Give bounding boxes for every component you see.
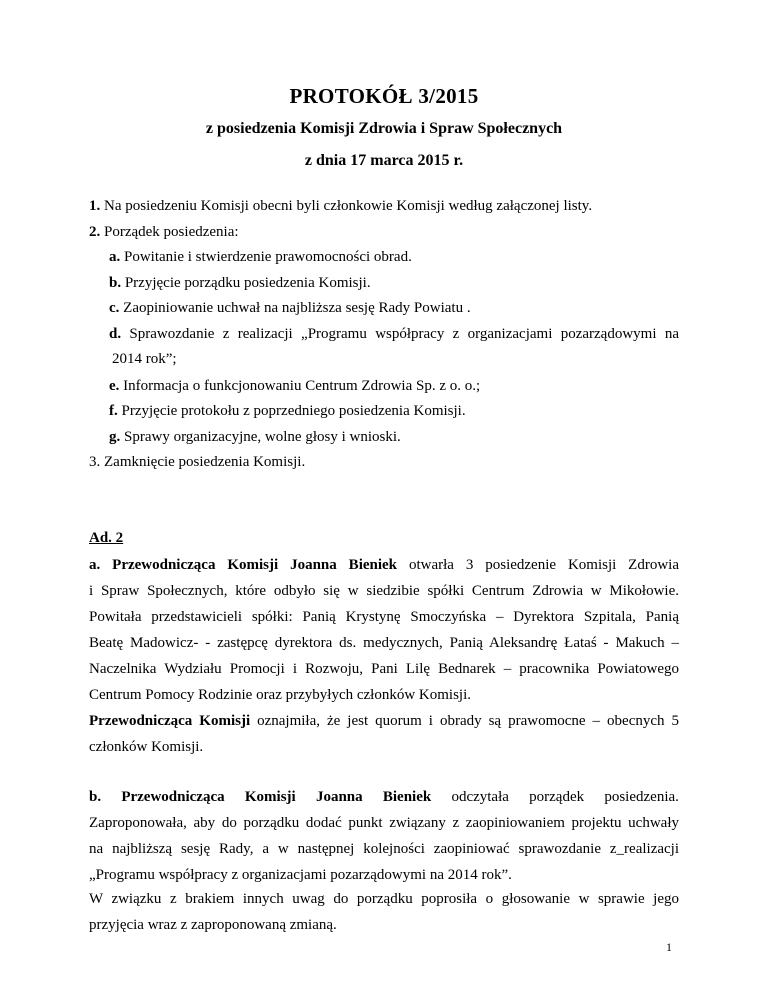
agenda-point-letter: c. [109, 300, 120, 316]
agenda-point-d-continued [112, 350, 177, 368]
agenda-point-letter: e. [109, 378, 120, 394]
paragraph-a-line-3: Powitała przedstawicieli spółki: Panią Krystynę Smoczyńska – Dyrektora Szpitala, Panią [89, 609, 679, 625]
paragraph-b-letter: b. [89, 789, 102, 805]
quorum-line-1 [89, 712, 679, 730]
paragraph-a-line-1 [89, 556, 679, 574]
section-heading: Ad. 2 [89, 530, 124, 546]
paragraph-b-line-6: przyjęcia wraz z zaproponowaną zmianą. [89, 917, 337, 933]
agenda-point-text: Zaopiniowanie uchwał na najbliższa sesję Rady Powiatu . [119, 300, 471, 316]
agenda-point-text: Przyjęcie porządku posiedzenia Komisji. [121, 275, 371, 291]
paragraph-a-letter: a. [89, 557, 101, 573]
agenda-point-text: Informacja o funkcjonowaniu Centrum Zdrowia Sp. z o. o.; [119, 378, 481, 394]
paragraph-a-line-5: Naczelnika Wydziału Promocji i Rozwoju, Pani Lilę Bednarek – pracownika Powiatowego [89, 661, 679, 677]
paragraph-b-word: Komisji [244, 789, 296, 805]
agenda-item-1-text: Na posiedzeniu Komisji obecni byli członkowie Komisji według załączonej listy. [100, 198, 593, 214]
agenda-point-letter: f. [109, 403, 118, 419]
agenda-point-letter: g. [109, 429, 121, 445]
document-date: z dnia 17 marca 2015 r. [304, 152, 464, 169]
paragraph-a-text: otwarła 3 posiedzenie Komisji Zdrowia [397, 557, 679, 573]
agenda-item-2-text: Porządek posiedzenia: [100, 224, 239, 240]
agenda-point-letter: b. [109, 275, 122, 291]
paragraph-b-line-1 [89, 788, 679, 806]
agenda-point-d [109, 325, 679, 343]
agenda-item-2-number: 2. [89, 224, 101, 240]
agenda-point-text: Powitanie i stwierdzenie prawomocności obrad. [120, 249, 412, 265]
paragraph-a-line-4: Beatę Madowicz- - zastępcę dyrektora ds. medycznych, Panią Aleksandrę Łataś - Makuch – [89, 635, 679, 651]
paragraph-b-line-3: na najbliższą sesję Rady, a w następnej kolejności zaopiniować sprawozdanie z_realizacji [89, 841, 679, 857]
agenda-point-a [109, 248, 412, 266]
agenda-point-text: Sprawozdanie z realizacji „Programu współpracy z organizacjami pozarządowymi na [121, 326, 679, 342]
agenda-item-1 [89, 197, 592, 215]
paragraph-b-word: Bieniek [382, 789, 432, 805]
document-title: PROTOKÓŁ 3/2015 [289, 84, 479, 108]
agenda-point-b [109, 274, 371, 292]
paragraph-b-word: Przewodnicząca [121, 789, 225, 805]
agenda-point-c [109, 299, 471, 317]
paragraph-a-line-2: i Spraw Społecznych, które odbyło się w siedzibie spółki Centrum Zdrowia w Mikołowie. [89, 583, 679, 599]
agenda-item-3: 3. Zamknięcie posiedzenia Komisji. [89, 454, 306, 470]
paragraph-b-word: Joanna [315, 789, 363, 805]
paragraph-b-line-4: „Programu współpracy z organizacjami pozarządowymi na 2014 rok”. [89, 867, 512, 883]
paragraph-a-line-6: Centrum Pomocy Rodzinie oraz przybyłych członków Komisji. [89, 687, 472, 703]
agenda-point-text: Sprawy organizacyjne, wolne głosy i wnioski. [120, 429, 401, 445]
document-subtitle: z posiedzenia Komisji Zdrowia i Spraw Społecznych [205, 120, 563, 137]
agenda-item-2 [89, 223, 239, 241]
agenda-point-letter: d. [109, 326, 122, 342]
paragraph-b-word: odczytała [451, 789, 509, 805]
page-number: 1 [666, 940, 672, 954]
paragraph-b-word: posiedzenia. [604, 789, 679, 805]
paragraph-b-word: porządek [529, 789, 585, 805]
agenda-point-f [109, 402, 466, 420]
quorum-line-2: członków Komisji. [89, 739, 204, 755]
paragraph-b-line-2: Zaproponowała, aby do porządku dodać punkt związany z zaopiniowaniem projektu uchwały [89, 815, 679, 831]
agenda-point-g [109, 428, 401, 446]
quorum-text: oznajmiła, że jest quorum i obrady są prawomocne – obecnych 5 [250, 713, 679, 729]
agenda-point-e [109, 377, 480, 395]
quorum-name: Przewodnicząca Komisji [89, 713, 251, 729]
agenda-point-letter: a. [109, 249, 121, 265]
agenda-point-text: 2014 rok”; [112, 351, 177, 367]
agenda-point-text: Przyjęcie protokołu z poprzedniego posiedzenia Komisji. [117, 403, 466, 419]
agenda-item-1-number: 1. [89, 198, 101, 214]
paragraph-b-line-5: W związku z brakiem innych uwag do porządku poprosiła o głosowanie w sprawie jego [89, 891, 679, 907]
paragraph-a-name: Przewodnicząca Komisji Joanna Bieniek [112, 557, 398, 573]
